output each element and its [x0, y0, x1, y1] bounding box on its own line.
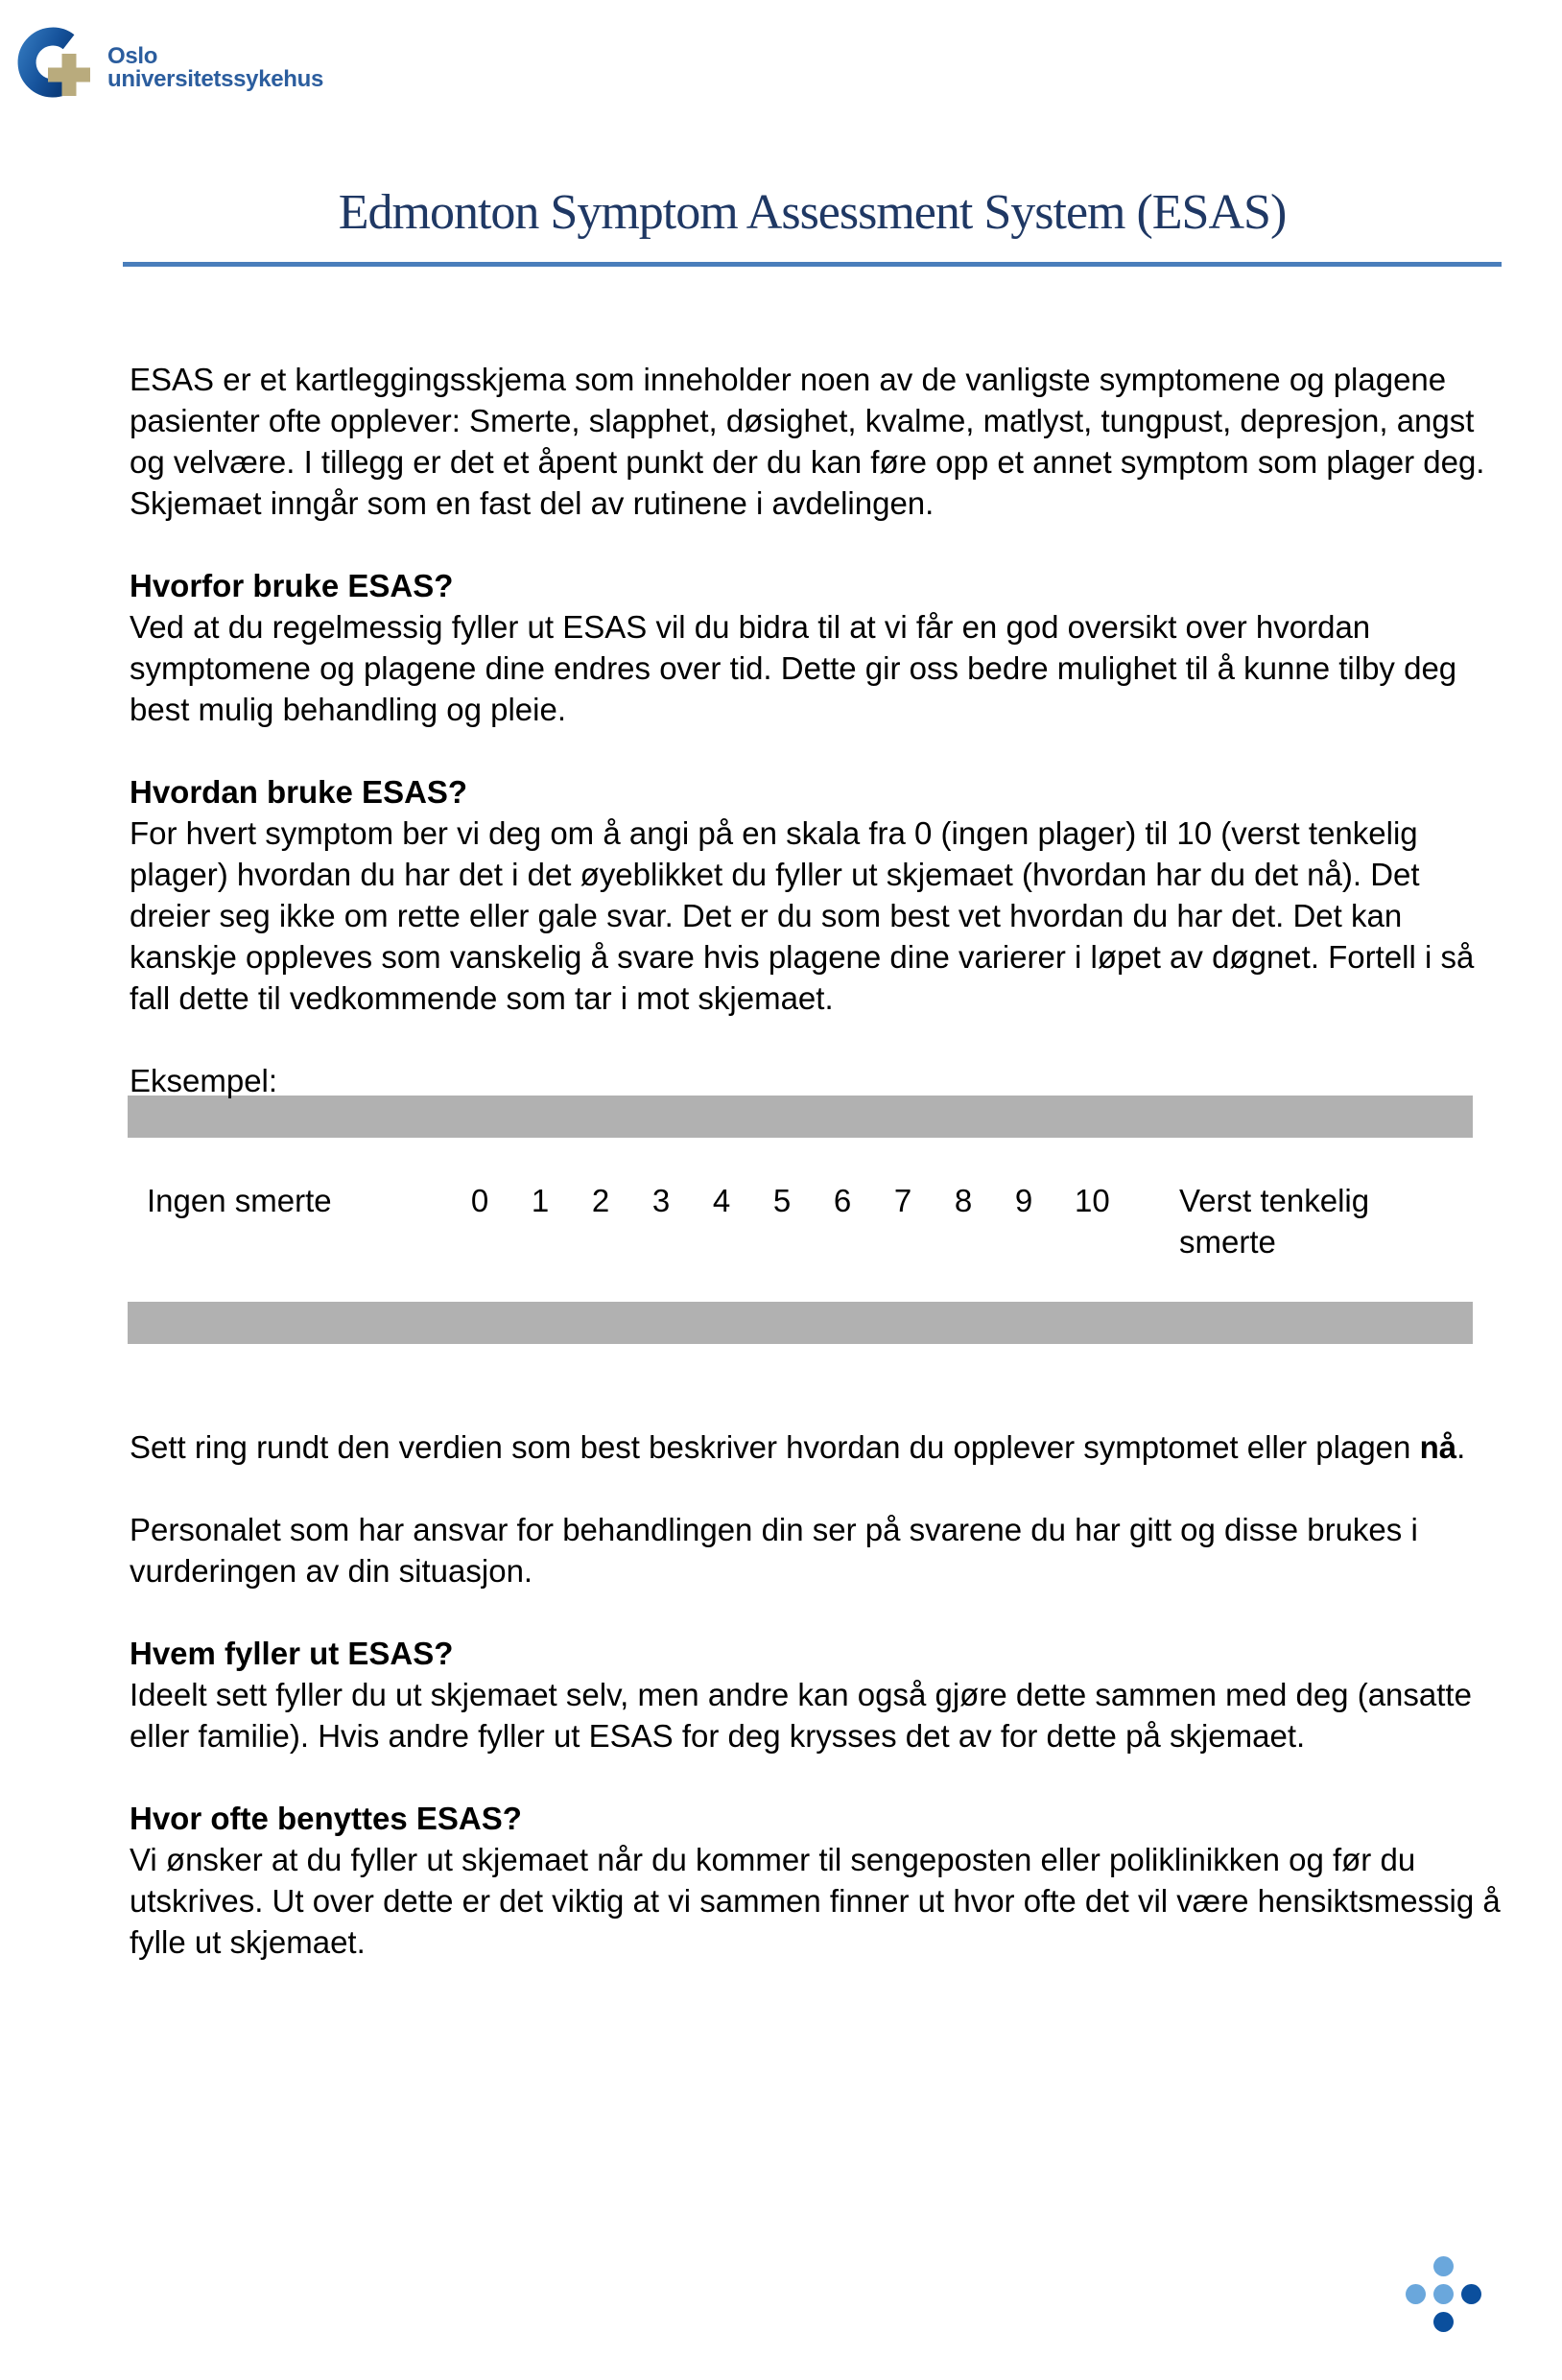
- hospital-logo: [17, 24, 420, 110]
- staff-paragraph: Personalet som har ansvar for behandlingen din ser på svarene du har gitt og disse brukes i vurderingen av din situasjon.: [130, 1512, 1418, 1589]
- scale-number: 5: [772, 1183, 792, 1218]
- scale-number: 1: [531, 1183, 550, 1218]
- scale-number: 10: [1075, 1183, 1110, 1218]
- hospital-name: [107, 45, 323, 91]
- heading-who-fills-esas: Hvem fyller ut ESAS?: [130, 1636, 454, 1671]
- dot-icon: [1406, 2284, 1426, 2304]
- heading-how-often-esas: Hvor ofte benyttes ESAS?: [130, 1801, 522, 1836]
- scale-number: 3: [651, 1183, 671, 1218]
- hospital-name-line2: universitetssykehus: [107, 66, 324, 92]
- heading-how-use-esas: Hvordan bruke ESAS?: [130, 774, 468, 810]
- dot-icon: [1433, 2312, 1454, 2332]
- scale-right-label-line1: Verst tenkelig: [1179, 1183, 1370, 1218]
- scale-number: 2: [591, 1183, 610, 1218]
- often-paragraph: Vi ønsker at du fyller ut skjemaet når du kommer til sengeposten eller poliklinikken og før du utskrives. Ut over dette er det viktig at vi sammen finner ut hvor ofte det vil være hensiktsmessig å fylle ut skjemaet.: [130, 1842, 1501, 1960]
- dot-icon: [1461, 2284, 1481, 2304]
- why-paragraph: Ved at du regelmessig fyller ut ESAS vil du bidra til at vi får en god oversikt over hvordan symptomene og plagene dine endres over tid. Dette gir oss bedre mulighet til å kunne tilby deg best mulig behandling og pleie.: [130, 609, 1457, 727]
- ring-instruction-bold-now: nå: [1419, 1429, 1457, 1465]
- scale-number: 9: [1014, 1183, 1033, 1218]
- intro-paragraph: ESAS er et kartleggingsskjema som inneholder noen av de vanligste symptomene og plagene pasienter ofte opplever: Smerte, slapphet, døsighet, kvalme, matlyst, tungpust, depresjon, angst og velvære. I tillegg er det et åpent punkt der du kan føre opp et annet symptom som plager deg. Skjemaet inngår som en fast del av rutinene i avdelingen.: [130, 362, 1485, 521]
- scale-number: 8: [954, 1183, 973, 1218]
- scale-left-label: Ingen smerte: [147, 1183, 332, 1218]
- dots-decoration: [1402, 2252, 1485, 2336]
- scale-number: 7: [893, 1183, 912, 1218]
- who-paragraph: Ideelt sett fyller du ut skjemaet selv, men andre kan også gjøre dette sammen med deg (ansatte eller familie). Hvis andre fyller ut ESAS for deg krysses det av for dette på skjemaet.: [130, 1677, 1472, 1754]
- heading-why-use-esas: Hvorfor bruke ESAS?: [130, 568, 454, 603]
- ring-instruction-period: .: [1456, 1429, 1466, 1465]
- how-paragraph: For hvert symptom ber vi deg om å angi på en skala fra 0 (ingen plager) til 10 (verst tenkelig plager) hvordan du har det i det øyeblikket du fyller ut skjemaet (hvordan har du det nå). Det dreier seg ikke om rette eller gale svar. Det er du som best vet hvordan du har det. Det kan kanskje oppleves som vanskelig å svare hvis plagene dine varierer i løpet av døgnet. Fortell i så fall dette til vedkommende som tar i mot skjemaet.: [130, 815, 1475, 1016]
- page-title: Edmonton Symptom Assessment System (ESAS): [338, 185, 1287, 240]
- scale-number: 0: [470, 1183, 489, 1218]
- scale-right-label-line2: smerte: [1179, 1224, 1276, 1260]
- example-divider-bar-top: [128, 1096, 1473, 1138]
- hospital-name-line1: Oslo: [107, 43, 158, 69]
- example-scale-row: [130, 1180, 1506, 1262]
- example-label: Eksempel:: [130, 1063, 278, 1098]
- example-divider-bar-bottom: [128, 1302, 1473, 1344]
- ring-instruction-text: Sett ring rundt den verdien som best beskriver hvordan du opplever symptomet eller plagen: [130, 1429, 1420, 1465]
- hospital-cross-logo-icon: [17, 24, 94, 101]
- dot-icon: [1433, 2256, 1454, 2276]
- scale-number: 4: [712, 1183, 731, 1218]
- ring-instruction-paragraph: [130, 1426, 1506, 1468]
- document-body: [130, 359, 1506, 1963]
- scale-number: 6: [833, 1183, 852, 1218]
- scale-numbers: [470, 1180, 1110, 1221]
- scale-right-label: [1179, 1180, 1369, 1262]
- dot-icon: [1433, 2284, 1454, 2304]
